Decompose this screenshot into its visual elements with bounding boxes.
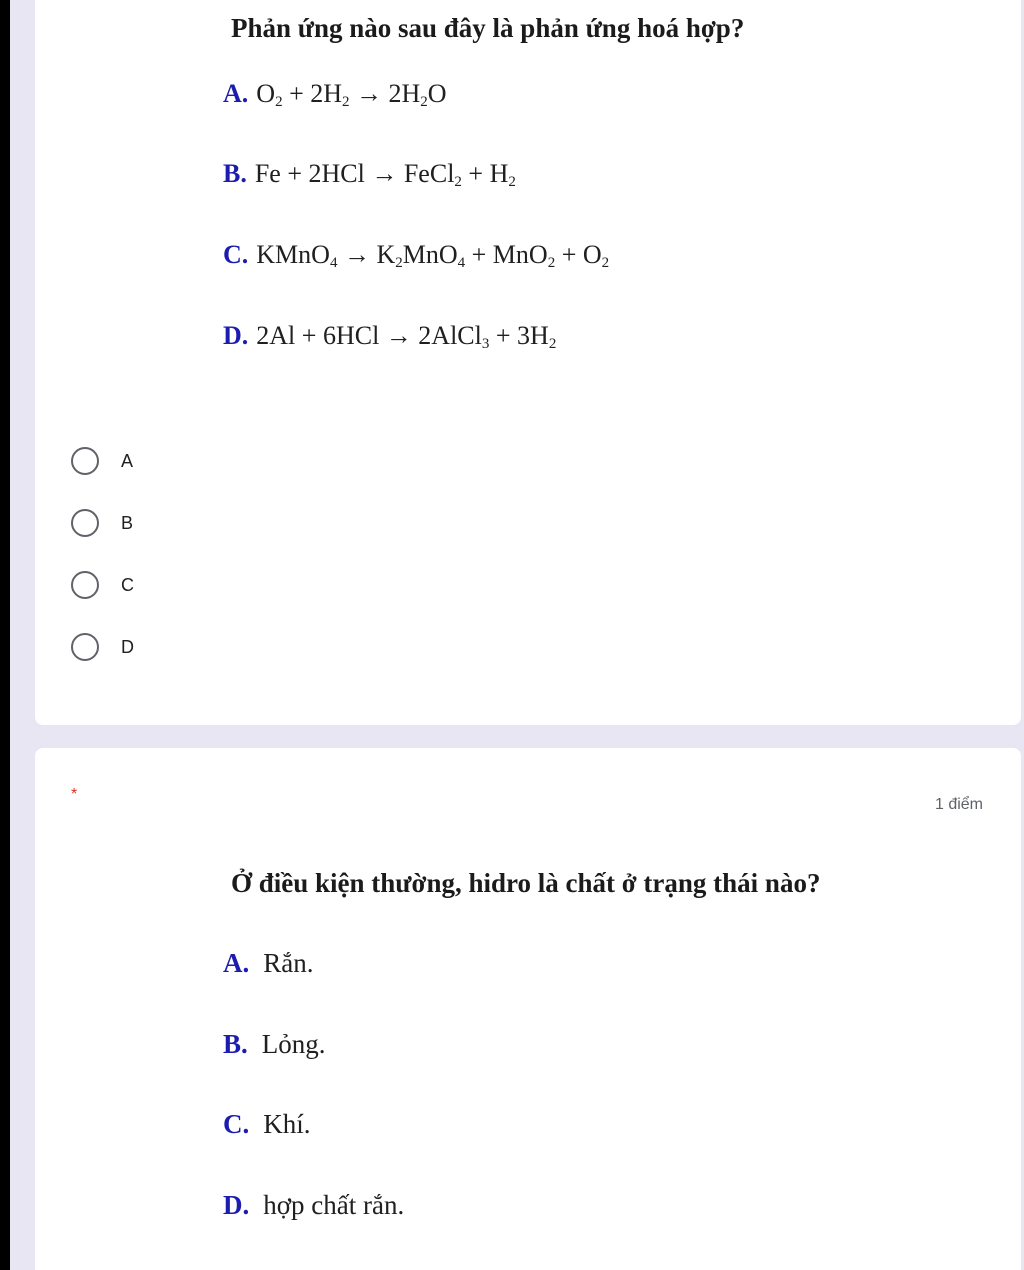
formula-subscript: 3 (481, 336, 490, 352)
choice-letter: B. (223, 159, 247, 188)
formula-subscript: 2 (548, 336, 557, 352)
choice-letter: D. (223, 321, 249, 350)
formula-part: MnO (402, 240, 458, 269)
radio-button[interactable] (71, 571, 99, 599)
choice-letter: C. (223, 1109, 250, 1139)
question-2-choice-c (223, 1109, 311, 1139)
choice-text: Lỏng. (261, 1029, 326, 1059)
formula-part: → K (337, 240, 396, 269)
formula-subscript: 2 (601, 255, 610, 271)
radio-label[interactable]: A (121, 450, 134, 471)
radio-option-a[interactable] (71, 444, 133, 478)
question-card-2 (35, 748, 1021, 1270)
radio-button[interactable] (71, 509, 99, 537)
radio-option-d[interactable] (71, 630, 134, 664)
radio-label[interactable]: D (121, 636, 134, 657)
formula-part: + MnO (465, 240, 548, 269)
question-1-choice-a (223, 79, 447, 109)
question-2-choice-a (223, 948, 314, 978)
question-card-1 (35, 0, 1021, 725)
left-edge-bar (0, 0, 10, 1270)
formula-subscript: 2 (508, 174, 516, 190)
radio-label[interactable]: C (121, 574, 134, 595)
choice-text: hợp chất rắn. (263, 1190, 405, 1220)
choice-letter: A. (223, 79, 249, 108)
choice-letter: A. (223, 948, 250, 978)
formula-subscript: 2 (395, 255, 403, 271)
question-1-choice-d (223, 321, 556, 351)
choice-letter: B. (223, 1029, 248, 1059)
radio-option-c[interactable] (71, 568, 134, 602)
question-2-choice-b (223, 1029, 326, 1059)
radio-option-b[interactable] (71, 506, 133, 540)
choice-text: Rắn. (263, 948, 314, 978)
formula-part: + H (461, 159, 509, 188)
formula-subscript: 2 (454, 174, 462, 190)
formula-part: 2Al + 6HCl → 2AlCl (256, 321, 482, 350)
question-2-title: Ở điều kiện thường, hidro là chất ở trạng thái nào? (231, 868, 821, 898)
formula-part: → 2H (349, 79, 421, 108)
points-label: 1 điểm (934, 796, 983, 813)
formula-part: + 3H (489, 321, 549, 350)
radio-button[interactable] (71, 447, 99, 475)
question-1-choice-c (223, 240, 609, 270)
formula-subscript: 2 (420, 94, 428, 110)
formula-part: KMnO (256, 240, 330, 269)
radio-label[interactable]: B (121, 512, 134, 533)
radio-button[interactable] (71, 633, 99, 661)
formula-subscript: 2 (275, 94, 283, 110)
question-1-title: Phản ứng nào sau đây là phản ứng hoá hợp? (231, 13, 745, 43)
formula-subscript: 2 (547, 255, 556, 271)
formula-part: + 2H (282, 79, 343, 108)
formula-part: Fe + 2HCl → FeCl (254, 159, 455, 188)
formula-part: O (427, 79, 447, 108)
formula-part: O (256, 79, 276, 108)
formula-subscript: 4 (457, 255, 466, 271)
formula-part: + O (555, 240, 602, 269)
question-1-choice-b (223, 159, 516, 189)
question-2-choice-d (223, 1190, 404, 1220)
choice-letter: D. (223, 1190, 250, 1220)
choice-letter: C. (223, 240, 249, 269)
required-indicator: * (71, 786, 78, 803)
formula-subscript: 2 (342, 94, 350, 110)
choice-text: Khí. (263, 1109, 311, 1139)
formula-subscript: 4 (329, 255, 338, 271)
